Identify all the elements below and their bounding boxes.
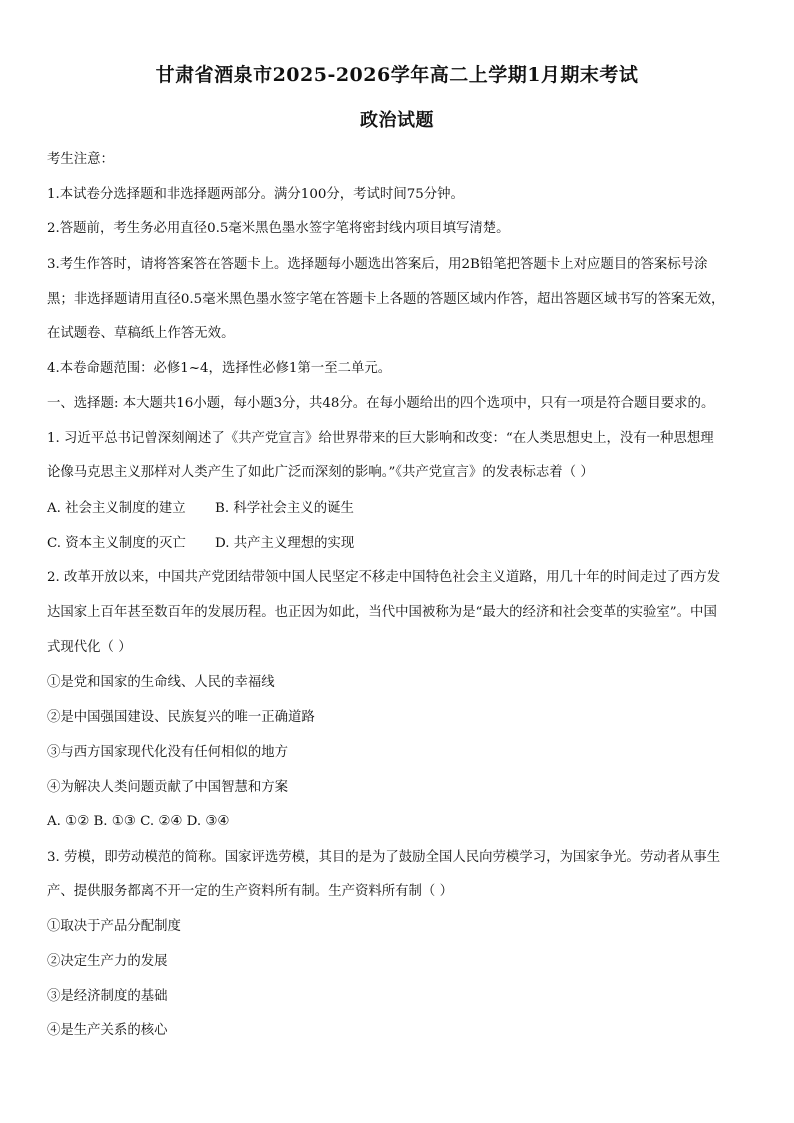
question-2-options: A. ①② B. ①③ C. ②④ D. ③④ (47, 814, 230, 829)
notice-item-3-line-3: 在试题卷、草稿纸上作答无效。 (47, 326, 235, 341)
question-3-statement-3: ③是经济制度的基础 (47, 989, 168, 1004)
question-1-option-c: C. 资本主义制度的灭亡 (47, 536, 186, 551)
notice-heading: 考生注意： (47, 152, 114, 167)
notice-item-3-line-1: 3.考生作答时，请将答案答在答题卡上。选择题每小题选出答案后，用2B铅笔把答题卡上对应题目的答案标号涂 (47, 257, 708, 272)
question-1-stem-line-1: 1. 习近平总书记曾深刻阐述了《共产党宣言》给世界带来的巨大影响和改变：“在人类思想史上，没有一种思想理 (47, 431, 714, 446)
question-3-statement-4: ④是生产关系的核心 (47, 1023, 168, 1038)
question-2-statement-3: ③与西方国家现代化没有任何相似的地方 (47, 745, 289, 760)
notice-item-3-line-2: 黑；非选择题请用直径0.5毫米黑色墨水签字笔在答题卡上各题的答题区域内作答，超出答题区域书写的答案无效， (47, 292, 725, 307)
question-1-option-d: D. 共产主义理想的实现 (215, 536, 355, 551)
question-2-stem-line-2: 达国家上百年甚至数百年的发展历程。也正因为如此，当代中国被称为是“最大的经济和社会变革的实验室”。中国 (47, 605, 717, 620)
document-subtitle: 政治试题 (360, 110, 434, 131)
question-3-stem-line-1: 3. 劳模，即劳动模范的简称。国家评选劳模，其目的是为了鼓励全国人民向劳模学习，为国家争光。劳动者从事生 (47, 850, 721, 865)
question-3-statement-2: ②决定生产力的发展 (47, 954, 168, 969)
question-2-stem-line-3: 式现代化（ ） (47, 640, 132, 655)
question-2-statement-2: ②是中国强国建设、民族复兴的唯一正确道路 (47, 710, 315, 725)
question-2-statement-1: ①是党和国家的生命线、人民的幸福线 (47, 675, 275, 690)
notice-item-1: 1.本试卷分选择题和非选择题两部分。满分100分，考试时间75分钟。 (47, 187, 464, 202)
question-1-option-a: A. 社会主义制度的建立 (47, 501, 186, 516)
question-2-statement-4: ④为解决人类问题贡献了中国智慧和方案 (47, 780, 289, 795)
document-title: 甘肃省酒泉市2025-2026学年高二上学期1月期末考试 (155, 64, 639, 86)
question-1-stem-line-2: 论像马克思主义那样对人类产生了如此广泛而深刻的影响。”《共产党宣言》的发表标志着（ ） (47, 465, 594, 480)
notice-item-2: 2.答题前，考生务必用直径0.5毫米黑色墨水签字笔将密封线内项目填写清楚。 (47, 221, 510, 236)
notice-item-4: 4.本卷命题范围：必修1~4，选择性必修1第一至二单元。 (47, 361, 392, 376)
section-heading: 一、选择题: 本大题共16小题，每小题3分，共48分。在每小题给出的四个选项中，只有一项是符合题目要求的。 (47, 396, 715, 411)
question-2-stem-line-1: 2. 改革开放以来，中国共产党团结带领中国人民坚定不移走中国特色社会主义道路，用几十年的时间走过了西方发 (47, 570, 721, 585)
question-3-statement-1: ①取决于产品分配制度 (47, 919, 181, 934)
question-3-stem-line-2: 产、提供服务都离不开一定的生产资料所有制。生产资料所有制（ ） (47, 884, 453, 899)
question-1-option-b: B. 科学社会主义的诞生 (215, 501, 354, 516)
